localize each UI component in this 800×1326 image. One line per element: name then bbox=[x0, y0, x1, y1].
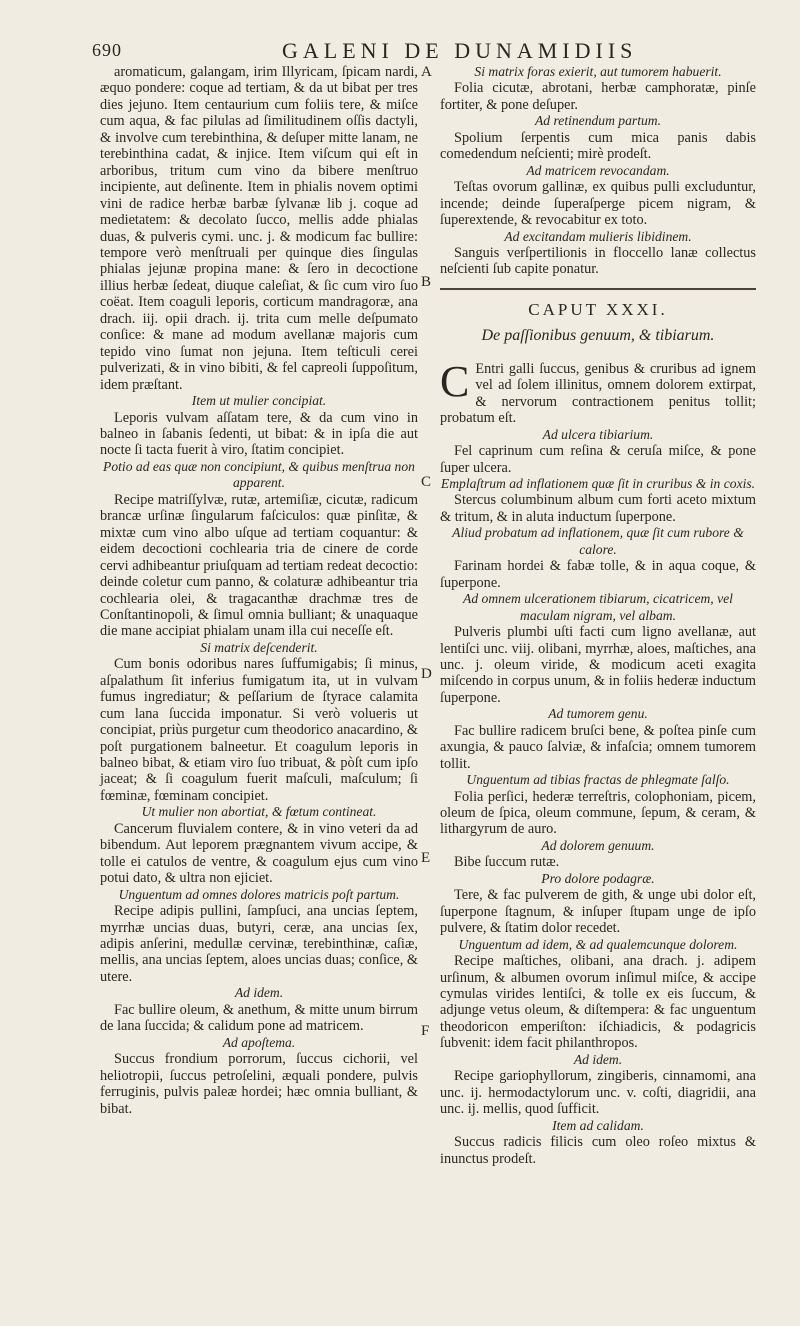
section-heading: Item ut mulier concipiat. bbox=[191, 393, 327, 409]
paragraph: Stercus columbinum album cum forti aceto mixtum & tritum, & in aluta inductum ſuperpone. bbox=[440, 492, 756, 525]
section-heading: Ad dolorem genuum. bbox=[541, 837, 655, 853]
margin-letter-a: A bbox=[421, 64, 432, 80]
paragraph: Cancerum fluvialem contere, & in vino veteri da ad bibendum. Aut leporem prægnantem vivum accipe, & tolle ei catulos de ventre, & coagulum ejus cum vino potui dato, & ultra non ejiciet. bbox=[100, 820, 418, 887]
section-heading: Ad retinendum partum. bbox=[535, 113, 661, 129]
paragraph: Leporis vulvam aſſatam tere, & da cum vino in balneo in ſabanis ſedenti, ut bibat: & in ipſa die aut nocte ſi tacta fuerit à viro, ſtatim concipiet. bbox=[100, 409, 418, 459]
paragraph: aromaticum, galangam, irim Illyricam, ſpicam nardi, æquo pondere: coque ad tertiam, & da ut bibat per tres dies jejuno. Item centaurium cum foliis tere, & miſce cum aqua, & fac pilulas ad ſimilitudinem oſſis dactyli, & involve cum terebinthina, & deſuper mitte lanam, ne terebinthina cadat, & injice. Item viſcum qui eſt in arboribus, tritum cum vino da bibere menſtruo incipiente, aut deſinente. Item in phialis novem optimi vini de radice herbæ barbæ ſylvanæ lib j. coque ad medietatem: & decolato ſucco, mellis adde phialas duas, & pulveris cymi. unc. j. & modicum fac bullire: tempore verò menſtruali per quinque dies ſingulas phialas jejunæ propina mane: & ſero in decoctione illius herbæ ſedeat, diuque caleſiat, & ſic cum viro ſuo coëat. Item coaguli leporis, corticum mandragoræ, ana drach. iij. opii drach. ij. trita cum melle deſpumato conſice: & mane ad modum avellanæ majoris cum tepido vino ſumat non jejuna. Item teſticuli cerei pulverizati, & in vino bibiti, & fel capreoli ſuppoſitum, idem præſtant. bbox=[100, 64, 418, 393]
right-column bbox=[440, 64, 756, 1167]
section-heading: Ad idem. bbox=[573, 1051, 623, 1067]
chapter-subtitle: De paſſionibus genuum, & tibiarum. bbox=[481, 327, 715, 345]
right-column-bottom bbox=[440, 427, 756, 1167]
section-heading: Item ad calidam. bbox=[552, 1117, 644, 1133]
section-heading: Unguentum ad omnes dolores matricis poſt partum. bbox=[118, 886, 400, 902]
section-heading: Aliud probatum ad inflationem, quæ ſit cum rubore & calore. bbox=[452, 525, 744, 557]
section-heading: Unguentum ad idem, & ad qualemcunque dolorem. bbox=[458, 936, 738, 952]
section-heading: Unguentum ad tibias fractas de phlegmate ſalſo. bbox=[466, 772, 730, 788]
margin-letter-e: E bbox=[421, 850, 431, 866]
margin-letter-b: B bbox=[421, 274, 432, 290]
section-heading: Ad idem. bbox=[234, 985, 284, 1001]
running-head: GALENI DE DUNAMIDIIS bbox=[282, 38, 638, 63]
paragraph: Sanguis verſpertilionis in floccello lanæ collectus neſcienti ſub capite ponatur. bbox=[440, 244, 756, 278]
section-heading: Si matrix deſcenderit. bbox=[200, 639, 318, 655]
paragraph: Succus radicis filicis cum oleo roſeo mixtus & inunctus prodeſt. bbox=[440, 1134, 756, 1167]
paragraph: Fel caprinum cum reſina & ceruſa miſce, & pone ſuper ulcera. bbox=[440, 443, 756, 476]
paragraph: Farinam hordei & fabæ tolle, & in aqua coque, & ſuperpone. bbox=[440, 558, 756, 591]
chapter-title: CAPUT XXXI. bbox=[528, 299, 668, 319]
section-heading: Ad matricem revocandam. bbox=[526, 162, 670, 178]
paragraph: Folia perſici, hederæ terreſtris, colophoniam, picem, oleum de ſpica, oleum commune, ſepum, & ceram, & lithargyrum de auro. bbox=[440, 788, 756, 838]
paragraph: Fac bullire radicem bruſci bene, & poſtea pinſe cum axungia, & pauco ſalviæ, & infaſcia; omnem tumorem tollit. bbox=[440, 722, 756, 772]
paragraph: Bibe ſuccum rutæ. bbox=[454, 854, 560, 871]
margin-letter-d: D bbox=[421, 666, 432, 682]
paragraph: Recipe matriſſylvæ, rutæ, artemiſiæ, cicutæ, radicum brancæ urſinæ ſingularum faſciculos: quæ pinſitæ, & mixtæ cum vino albo uſque ad tertiam coquantur: & eidem decoctioni cochlearia tria de cinere de corde cervi adhibeantur priuſquam ad tertiam redeat decoctio: deinde coletur cum panno, & colaturæ adhibeantur tria cochlearia olei, & tragacanthæ drachmæ tres de Conſtantinopoli, & ſimul omnia bulliant; & unaquaque die mane accipiat phialam unam illa cui neceſſe eſt. bbox=[100, 491, 418, 640]
section-heading: Potio ad eas quæ non concipiunt, & quibus menſtrua non apparent. bbox=[103, 458, 415, 491]
section-heading: Ad tumorem genu. bbox=[548, 706, 648, 722]
paragraph: Tere, & fac pulverem de gith, & unge ubi dolor eſt, ſuperpone ſtagnum, & inſuper ſtupam unge de ipſo pulvere, & ſtatim dolor recedet. bbox=[440, 887, 756, 937]
paragraph: Folia cicutæ, abrotani, herbæ camphoratæ, pinſe fortiter, & pone deſuper. bbox=[440, 80, 756, 113]
paragraph: Succus frondium porrorum, ſuccus cichorii, vel heliotropii, ſuccus petroſelini, æquali pondere, pulvis ferruginis, pulvis paleæ hordei; hæc omnia bulliant, & bibat. bbox=[100, 1051, 418, 1117]
margin-letter-f: F bbox=[421, 1023, 430, 1039]
chapter-divider bbox=[440, 288, 756, 290]
section-heading: Pro dolore podagræ. bbox=[541, 870, 655, 886]
paragraph: Recipe gariophyllorum, zingiberis, cinnamomi, ana unc. ij. hermodactylorum unc. v. coſti, diagridii, ana unc. ij. mellis, quod ſufficit. bbox=[440, 1068, 756, 1118]
section-heading: Ut mulier non abortiat, & fœtum contineat. bbox=[141, 804, 377, 820]
section-heading: Ad apoſtema. bbox=[222, 1034, 296, 1050]
left-column bbox=[100, 64, 418, 1117]
paragraph: Recipe maſtiches, olibani, ana drach. j. adipem urſinum, & albumen ovorum inſimul miſce, & accipe cymulas virides lentiſci, & tolle ex eis ſuccum, & adjunge vetus oleum, & diſtempera: & fac unguentum theodoricon emperiſton: iſchiadicis, & podagricis ſubvenit: idem facit philanthropos. bbox=[440, 953, 756, 1052]
section-heading: Emplaſtrum ad inflationem quæ ſit in cruribus & in coxis. bbox=[440, 475, 756, 491]
margin-letter-c: C bbox=[421, 474, 432, 490]
paragraph: Pulveris plumbi uſti facti cum ligno avellanæ, aut lentiſci unc. viij. olibani, myrrhæ, aloes, maſtiches, ana unc. j. oleum viride, & modicum aceti exagita miſcendo in corpus unum, & in foliis hederæ inductum ſuperpone. bbox=[440, 624, 756, 706]
paragraph: Recipe adipis pullini, ſampſuci, ana uncias ſeptem, myrrhæ uncias duas, butyri, ceræ, ana uncias ſex, adipis anſerini, medullæ cervinæ, terebinthinæ, caſiæ, mellis, ana uncias ſeptem, aloes uncias duas; conſice, & utere. bbox=[100, 903, 419, 985]
first-paragraph-text: Entri galli ſuccus, genibus & cruribus ad ignem vel ad ſolem illinitus, omnem dolorem extirpat, & nervorum contractionem penitus tollit; probatum eſt. bbox=[440, 360, 756, 427]
paragraph: Teſtas ovorum gallinæ, ex quibus pulli excluduntur, incende; deinde ſuperaſperge picem nigram, & ſuperextende, & revocabitur ex toto. bbox=[440, 179, 756, 229]
page-number: 690 bbox=[92, 40, 122, 60]
paragraph: Cum bonis odoribus nares ſuffumigabis; ſi minus, aſpalathum ſit inferius fumigatum ita, ut in vulvam fumus ingrediatur; & peſſarium de ſtyrace calamita cum lana ſuccida imponatur. Si verò volueris ut concipiat, priùs purgetur cum theodorico anacardino, & poſt purgationem balneetur. Et coagulum leporis in balneo bibat, & etiam viro ſuo tribuat, & pòſt cum ipſo jaceat; & ſi coagulum fuerit maſculi, maſculum; ſi fœminæ, fœminam concipiet. bbox=[100, 656, 418, 804]
right-column-top bbox=[440, 64, 756, 278]
section-heading: Ad excitandam mulieris libidinem. bbox=[504, 228, 692, 244]
paragraph: Fac bullire oleum, & anethum, & mitte unum birrum de lana ſuccida; & calidum pone ad matricem. bbox=[100, 1001, 418, 1035]
section-heading: Ad ulcera tibiarium. bbox=[542, 426, 654, 442]
chapter-first-paragraph bbox=[440, 356, 756, 427]
section-heading: Ad omnem ulcerationem tibiarum, cicatricem, vel maculam nigram, vel albam. bbox=[463, 591, 733, 623]
section-heading: Si matrix foras exierit, aut tumorem habuerit. bbox=[474, 64, 722, 79]
drop-cap: C bbox=[440, 356, 470, 406]
paragraph: Spolium ſerpentis cum mica panis dabis comedendum neſcienti; mirè prodeſt. bbox=[440, 129, 756, 163]
